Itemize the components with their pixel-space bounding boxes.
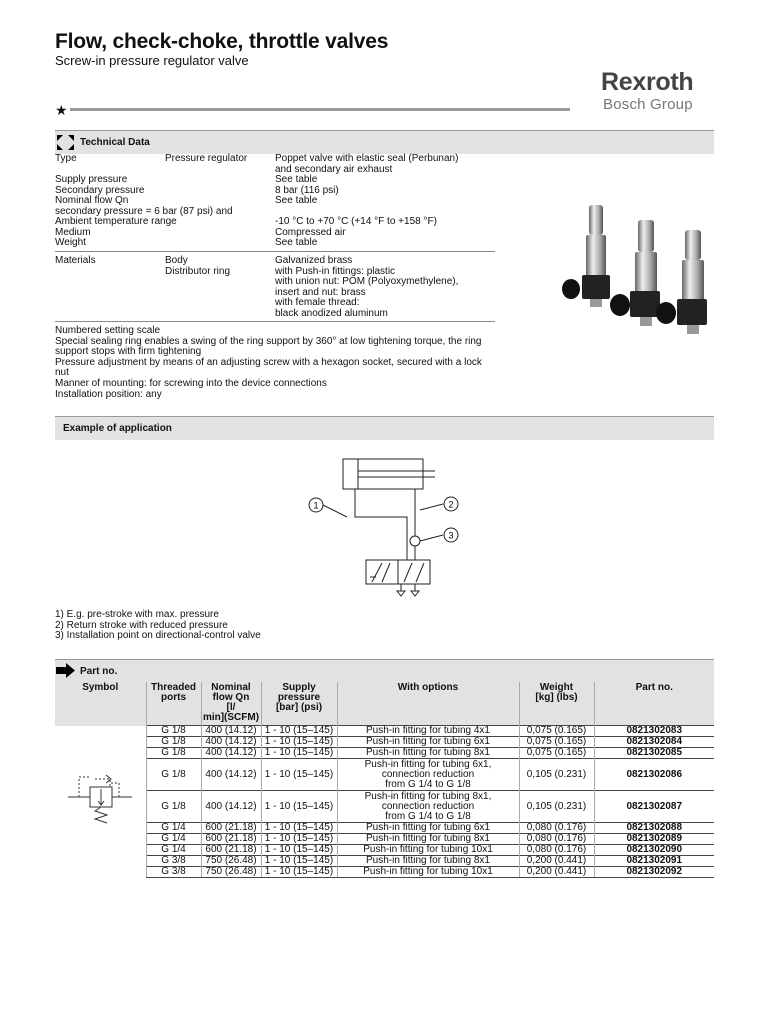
technical-data-header bbox=[55, 130, 714, 154]
application-notes bbox=[55, 610, 261, 642]
page-title: Flow, check-choke, throttle valves bbox=[55, 30, 389, 53]
table-row bbox=[55, 737, 714, 748]
materials-value: insert and nut: brass bbox=[275, 286, 366, 298]
option-cell: Push-in fitting for tubing 8x1 bbox=[337, 748, 519, 759]
table-row bbox=[55, 845, 714, 856]
pressure-cell: 1 - 10 (15–145) bbox=[261, 726, 337, 737]
application-diagram bbox=[300, 455, 465, 605]
table-row bbox=[55, 759, 714, 791]
distributor-ring-label: Distributor ring bbox=[165, 265, 231, 277]
weight-value: See table bbox=[275, 237, 318, 248]
flow-cell: 400 (14.12) bbox=[201, 737, 261, 748]
flow-cell: 400 (14.12) bbox=[201, 726, 261, 737]
pressure-cell: 1 - 10 (15–145) bbox=[261, 748, 337, 759]
divider bbox=[55, 321, 495, 322]
note-line: Special sealing ring enables a swing of the ring support by 360° at low tightening torque, the ring bbox=[55, 335, 482, 347]
part-number-cell: 0821302089 bbox=[594, 834, 714, 845]
application-note: 2) Return stroke with reduced pressure bbox=[55, 619, 228, 631]
materials-value: black anodized aluminum bbox=[275, 307, 388, 319]
port-cell: G 1/8 bbox=[146, 726, 201, 737]
type-desc: and secondary air exhaust bbox=[275, 163, 393, 175]
part-number-cell: 0821302087 bbox=[594, 791, 714, 823]
port-cell: G 1/8 bbox=[146, 748, 201, 759]
star-icon: ★ bbox=[55, 102, 68, 118]
col-options: With options bbox=[337, 682, 519, 726]
pressure-cell: 1 - 10 (15–145) bbox=[261, 856, 337, 867]
option-cell: Push-in fitting for tubing 6x1 bbox=[337, 737, 519, 748]
temperature-label: Ambient temperature range bbox=[55, 216, 177, 227]
marker-3: 3 bbox=[448, 530, 454, 541]
flow-cell: 400 (14.12) bbox=[201, 791, 261, 823]
materials-value: with female thread: bbox=[275, 297, 360, 308]
secondary-pressure-label: Secondary pressure bbox=[55, 184, 145, 196]
materials-value: Galvanized brass bbox=[275, 255, 353, 266]
port-cell: G 1/4 bbox=[146, 834, 201, 845]
col-nominal-flow: Nominal flow Qn [l/ min](SCFM) bbox=[201, 682, 261, 726]
note-line: Manner of mounting: for screwing into the device connections bbox=[55, 377, 327, 389]
application-title: Example of application bbox=[63, 423, 172, 434]
note-line: Pressure adjustment by means of an adjusting screw with a hexagon socket, secured with a lock bbox=[55, 356, 482, 368]
table-row bbox=[55, 823, 714, 834]
part-no-header bbox=[55, 659, 714, 682]
pressure-cell: 1 - 10 (15–145) bbox=[261, 737, 337, 748]
part-number-cell: 0821302092 bbox=[594, 867, 714, 878]
flow-cell: 400 (14.12) bbox=[201, 748, 261, 759]
flow-condition-label: secondary pressure = 6 bar (87 psi) and bbox=[55, 205, 233, 217]
col-threaded-ports: Threaded ports bbox=[146, 682, 201, 726]
flow-cell: 750 (26.48) bbox=[201, 856, 261, 867]
col-part-no: Part no. bbox=[594, 682, 714, 726]
port-cell: G 1/8 bbox=[146, 791, 201, 823]
brand-subtitle: Bosch Group bbox=[603, 96, 693, 113]
corners-icon bbox=[57, 135, 74, 150]
weight-cell: 0,200 (0.441) bbox=[519, 867, 594, 878]
weight-cell: 0,080 (0.176) bbox=[519, 834, 594, 845]
part-number-cell: 0821302086 bbox=[594, 759, 714, 791]
flow-cell: 400 (14.12) bbox=[201, 759, 261, 791]
weight-cell: 0,105 (0.231) bbox=[519, 759, 594, 791]
technical-notes bbox=[55, 326, 482, 400]
part-no-title: Part no. bbox=[80, 666, 118, 677]
type-value: Pressure regulator bbox=[165, 153, 248, 164]
option-cell: Push-in fitting for tubing 10x1 bbox=[337, 845, 519, 856]
materials-label: Materials bbox=[55, 255, 96, 266]
option-cell: Push-in fitting for tubing 6x1, connection reduction from G 1/4 to G 1/8 bbox=[337, 759, 519, 791]
parts-table bbox=[55, 682, 714, 878]
table-row bbox=[55, 856, 714, 867]
flow-cell: 600 (21.18) bbox=[201, 834, 261, 845]
table-row bbox=[55, 834, 714, 845]
col-symbol: Symbol bbox=[55, 682, 146, 726]
option-cell: Push-in fitting for tubing 8x1 bbox=[337, 834, 519, 845]
port-cell: G 1/8 bbox=[146, 759, 201, 791]
weight-cell: 0,075 (0.165) bbox=[519, 748, 594, 759]
pressure-cell: 1 - 10 (15–145) bbox=[261, 823, 337, 834]
option-cell: Push-in fitting for tubing 4x1 bbox=[337, 726, 519, 737]
weight-cell: 0,075 (0.165) bbox=[519, 737, 594, 748]
temperature-value: -10 °C to +70 °C (+14 °F to +158 °F) bbox=[275, 216, 437, 227]
port-cell: G 1/4 bbox=[146, 823, 201, 834]
marker-1: 1 bbox=[313, 500, 319, 511]
table-row bbox=[55, 867, 714, 878]
type-label: Type bbox=[55, 153, 77, 164]
part-number-cell: 0821302091 bbox=[594, 856, 714, 867]
pressure-cell: 1 - 10 (15–145) bbox=[261, 845, 337, 856]
medium-label: Medium bbox=[55, 226, 91, 238]
table-row bbox=[55, 748, 714, 759]
port-cell: G 1/4 bbox=[146, 845, 201, 856]
type-desc: Poppet valve with elastic seal (Perbunan) bbox=[275, 153, 459, 164]
weight-cell: 0,200 (0.441) bbox=[519, 856, 594, 867]
pressure-cell: 1 - 10 (15–145) bbox=[261, 791, 337, 823]
weight-cell: 0,080 (0.176) bbox=[519, 845, 594, 856]
note-line: Installation position: any bbox=[55, 388, 162, 400]
secondary-pressure-value: 8 bar (116 psi) bbox=[275, 184, 339, 196]
note-line: nut bbox=[55, 367, 69, 379]
materials-value: with union nut: POM (Polyoxymethylene), bbox=[275, 276, 459, 287]
symbol-cell bbox=[55, 726, 146, 878]
part-number-cell: 0821302084 bbox=[594, 737, 714, 748]
option-cell: Push-in fitting for tubing 8x1 bbox=[337, 856, 519, 867]
supply-pressure-label: Supply pressure bbox=[55, 174, 128, 185]
col-supply-pressure: Supply pressure [bar] (psi) bbox=[261, 682, 337, 726]
flow-cell: 750 (26.48) bbox=[201, 867, 261, 878]
body-label: Body bbox=[165, 255, 188, 266]
flow-cell: 600 (21.18) bbox=[201, 823, 261, 834]
valve-product-photo bbox=[560, 195, 715, 345]
arrow-right-icon bbox=[56, 663, 75, 678]
table-row bbox=[55, 791, 714, 823]
weight-cell: 0,105 (0.231) bbox=[519, 791, 594, 823]
nominal-flow-label: Nominal flow Qn bbox=[55, 195, 129, 206]
port-cell: G 1/8 bbox=[146, 737, 201, 748]
page-subtitle: Screw-in pressure regulator valve bbox=[55, 53, 249, 68]
weight-label: Weight bbox=[55, 237, 86, 248]
table-row bbox=[55, 726, 714, 737]
note-line: support stops with firm tightening bbox=[55, 346, 202, 358]
part-number-cell: 0821302083 bbox=[594, 726, 714, 737]
flow-cell: 600 (21.18) bbox=[201, 845, 261, 856]
header-rule bbox=[70, 108, 570, 111]
part-number-cell: 0821302090 bbox=[594, 845, 714, 856]
nominal-flow-value: See table bbox=[275, 195, 318, 206]
weight-cell: 0,080 (0.176) bbox=[519, 823, 594, 834]
pressure-cell: 1 - 10 (15–145) bbox=[261, 834, 337, 845]
medium-value: Compressed air bbox=[275, 226, 346, 238]
port-cell: G 3/8 bbox=[146, 856, 201, 867]
marker-2: 2 bbox=[448, 499, 454, 510]
part-number-cell: 0821302088 bbox=[594, 823, 714, 834]
divider bbox=[55, 251, 495, 252]
application-note: 3) Installation point on directional-control valve bbox=[55, 630, 261, 642]
note-line: Numbered setting scale bbox=[55, 325, 161, 336]
option-cell: Push-in fitting for tubing 10x1 bbox=[337, 867, 519, 878]
table-header-row bbox=[55, 682, 714, 726]
pressure-regulator-symbol bbox=[65, 765, 135, 835]
weight-cell: 0,075 (0.165) bbox=[519, 726, 594, 737]
application-note: 1) E.g. pre-stroke with max. pressure bbox=[55, 609, 219, 620]
col-weight: Weight [kg] (lbs) bbox=[519, 682, 594, 726]
pressure-cell: 1 - 10 (15–145) bbox=[261, 759, 337, 791]
option-cell: Push-in fitting for tubing 8x1, connection reduction from G 1/4 to G 1/8 bbox=[337, 791, 519, 823]
application-header bbox=[55, 416, 714, 440]
option-cell: Push-in fitting for tubing 6x1 bbox=[337, 823, 519, 834]
port-cell: G 3/8 bbox=[146, 867, 201, 878]
materials-value: with Push-in fittings: plastic bbox=[275, 265, 396, 277]
pressure-cell: 1 - 10 (15–145) bbox=[261, 867, 337, 878]
part-number-cell: 0821302085 bbox=[594, 748, 714, 759]
brand-logo: Rexroth bbox=[601, 68, 694, 96]
supply-pressure-value: See table bbox=[275, 174, 318, 185]
technical-data-title: Technical Data bbox=[80, 137, 150, 148]
